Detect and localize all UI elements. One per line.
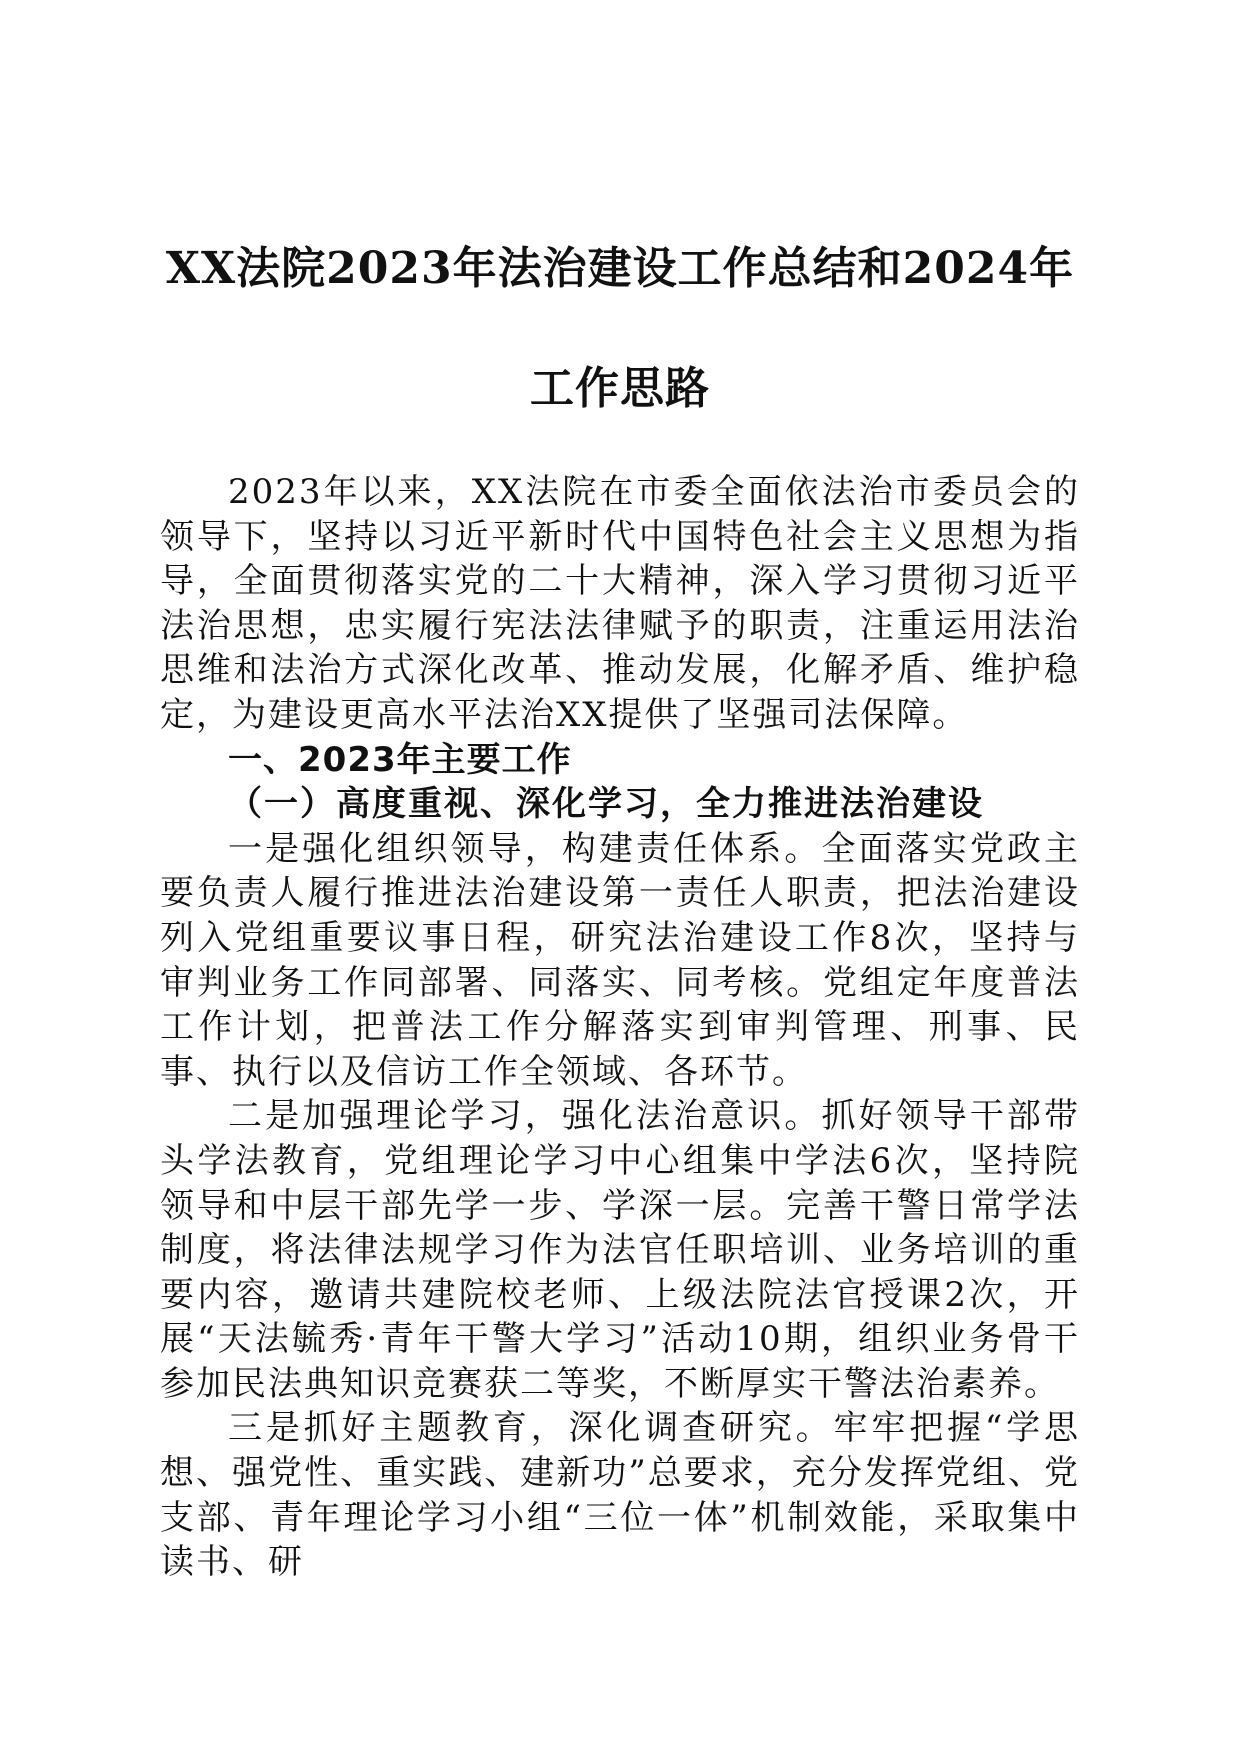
section-heading-1: 一、2023年主要工作 bbox=[228, 739, 572, 780]
subsection-heading-1: （一）高度重视、深化学习，全力推进法治建设 bbox=[228, 784, 984, 825]
document-page bbox=[160, 0, 1080, 1754]
body-paragraph-2: 二是加强理论学习，强化法治意识。抓好领导干部带头学法教育，党组理论学习中心组集中学法6次，坚持院领导和中层干部先学一步、学深一层。完善干警日常学法制度，将法律法规学习作为法官任职培训、业务培训的重要内容，邀请共建院校老师、上级法院法官授课2次，开展“天法毓秀·青年干警大学习”活动10期，组织业务骨干参加民法典知识竞赛获二等奖，不断厚实干警法治素养。 bbox=[160, 1096, 1080, 1404]
document-title-line-1: XX法院2023年法治建设工作总结和2024年 bbox=[165, 243, 1075, 294]
body-paragraph-3: 三是抓好主题教育，深化调查研究。牢牢把握“学思想、强党性、重实践、建新功”总要求，充分发挥党组、党支部、青年理论学习小组“三位一体”机制效能，采取集中读书、研 bbox=[160, 1408, 1080, 1583]
intro-paragraph: 2023年以来，XX法院在市委全面依法治市委员会的领导下，坚持以习近平新时代中国特色社会主义思想为指导，全面贯彻落实党的二十大精神，深入学习贯彻习近平法治思想，忠实履行宪法法律赋予的职责，注重运用法治思维和法治方式深化改革、推动发展，化解矛盾、维护稳定，为建设更高水平法治XX提供了坚强司法保障。 bbox=[160, 472, 1080, 735]
document-title-line-2: 工作思路 bbox=[530, 363, 710, 414]
body-paragraph-1: 一是强化组织领导，构建责任体系。全面落实党政主要负责人履行推进法治建设第一责任人职责，把法治建设列入党组重要议事日程，研究法治建设工作8次，坚持与审判业务工作同部署、同落实、同考核。党组定年度普法工作计划，把普法工作分解落实到审判管理、刑事、民事、执行以及信访工作全领域、各环节。 bbox=[160, 828, 1080, 1092]
document-body bbox=[160, 470, 1080, 1585]
